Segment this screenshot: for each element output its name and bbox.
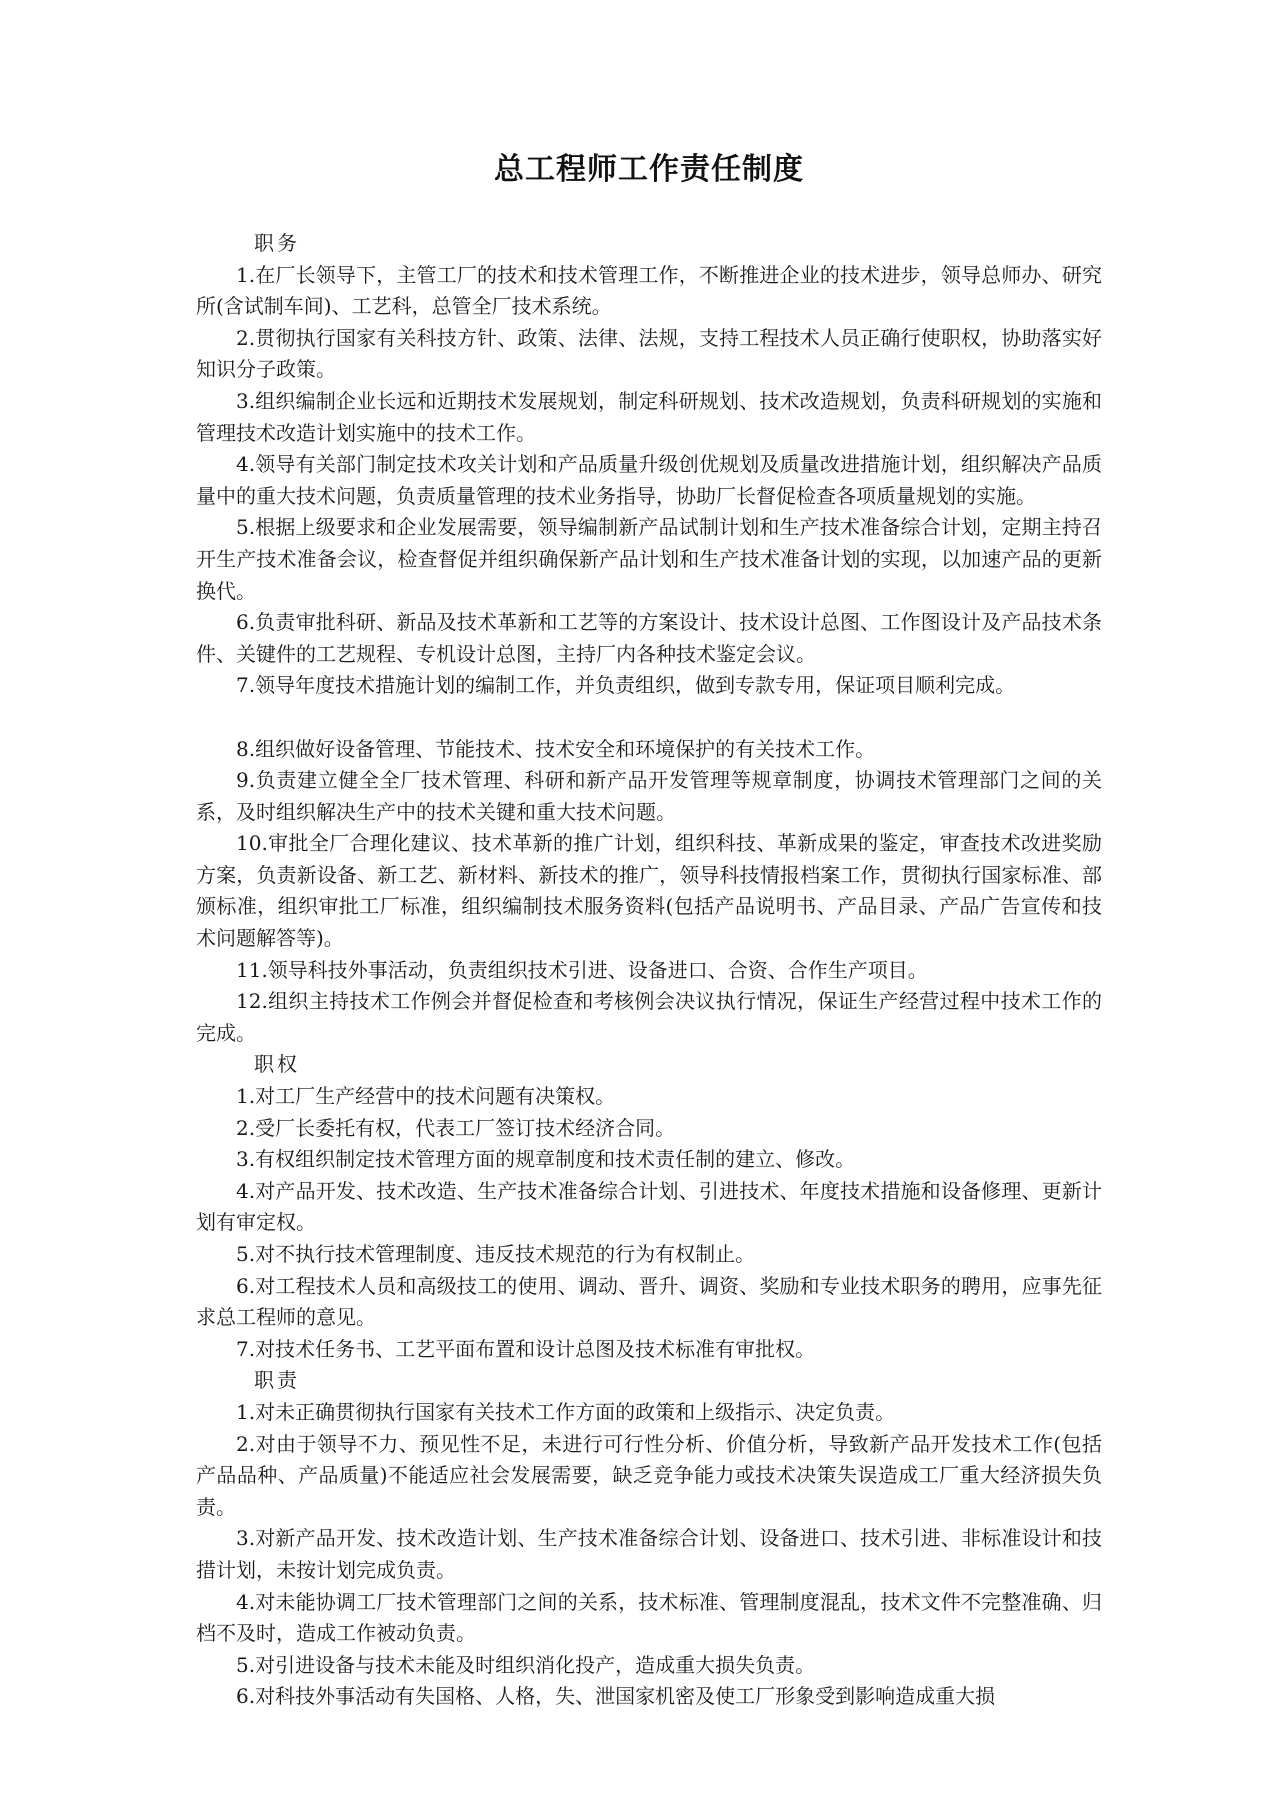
list-item: 1.对未正确贯彻执行国家有关技术工作方面的政策和上级指示、决定负责。 [236,1399,896,1424]
list-item: 8.组织做好设备管理、节能技术、技术安全和环境保护的有关技术工作。 [236,736,876,761]
list-item: 12.组织主持技术工作例会并督促检查和考核例会决议执行情况，保证生产经营过程中技术工作的完成。 [196,989,1102,1045]
list-item: 1.在厂长领导下，主管工厂的技术和技术管理工作，不断推进企业的技术进步，领导总师办、研究所(含试制车间)、工艺科，总管全厂技术系统。 [196,262,1102,319]
list-item: 3.对新产品开发、技术改造计划、生产技术准备综合计划、设备进口、技术引进、非标准设计和技措计划，未按计划完成负责。 [196,1526,1102,1582]
list-item: 5.根据上级要求和企业发展需要，领导编制新产品试制计划和生产技术准备综合计划，定期主持召开生产技术准备会议，检查督促并组织确保新产品计划和生产技术准备计划的实现，以加速产品的更新换代。 [196,515,1102,603]
list-item: 9.负责建立健全全厂技术管理、科研和新产品开发管理等规章制度，协调技术管理部门之间的关系，及时组织解决生产中的技术关键和重大技术问题。 [196,768,1102,824]
section-heading: 职权 [254,1052,300,1077]
list-item [196,702,1102,734]
list-item: 2.对由于领导不力、预见性不足，未进行可行性分析、价值分析，导致新产品开发技术工作(包括产品品种、产品质量)不能适应社会发展需要，缺乏竞争能力或技术决策失误造成工厂重大经济损失负责。 [196,1431,1102,1519]
list-item: 2.贯彻执行国家有关科技方针、政策、法律、法规，支持工程技术人员正确行使职权，协助落实好知识分子政策。 [196,325,1102,382]
list-item: 4.对产品开发、技术改造、生产技术准备综合计划、引进技术、年度技术措施和设备修理、更新计划有审定权。 [196,1178,1102,1235]
list-item: 7.领导年度技术措施计划的编制工作，并负责组织，做到专款专用，保证项目顺利完成。 [236,673,1016,698]
list-item: 2.受厂长委托有权，代表工厂签订技术经济合同。 [236,1115,676,1140]
list-item: 3.组织编制企业长远和近期技术发展规划，制定科研规划、技术改造规划，负责科研规划的实施和管理技术改造计划实施中的技术工作。 [196,388,1102,445]
document-page [196,150,1102,1713]
list-item: 5.对不执行技术管理制度、违反技术规范的行为有权制止。 [236,1242,756,1266]
page-title: 总工程师工作责任制度 [494,152,804,187]
list-item: 5.对引进设备与技术未能及时组织消化投产，造成重大损失负责。 [236,1652,816,1677]
list-item: 6.负责审批科研、新品及技术革新和工艺等的方案设计、技术设计总图、工作图设计及产品技术条件、关键件的工艺规程、专机设计总图，主持厂内各种技术鉴定会议。 [196,610,1102,666]
list-item: 10.审批全厂合理化建议、技术革新的推广计划，组织科技、革新成果的鉴定，审查技术改进奖励方案，负责新设备、新工艺、新材料、新技术的推广，领导科技情报档案工作，贯彻执行国家标准、部颁标准，组织审批工厂标准，组织编制技术服务资料(包括产品说明书、产品目录、产品广告宣传和技术问题解答等)。 [196,831,1102,951]
section-heading: 职务 [254,231,300,255]
list-item: 7.对技术任务书、工艺平面布置和设计总图及技术标准有审批权。 [236,1336,816,1361]
list-item: 6.对工程技术人员和高级技工的使用、调动、晋升、调资、奖励和专业技术职务的聘用，应事先征求总工程师的意见。 [196,1273,1102,1330]
list-item: 3.有权组织制定技术管理方面的规章制度和技术责任制的建立、修改。 [236,1147,856,1172]
list-item: 11.领导科技外事活动，负责组织技术引进、设备进口、合资、合作生产项目。 [236,957,928,982]
list-item: 4.对未能协调工厂技术管理部门之间的关系，技术标准、管理制度混乱，技术文件不完整准确、归档不及时，造成工作被动负责。 [196,1589,1102,1646]
list-item: 6.对科技外事活动有失国格、人格，失、泄国家机密及使工厂形象受到影响造成重大损 [236,1684,996,1709]
section-heading: 职责 [254,1368,300,1393]
list-item: 1.对工厂生产经营中的技术问题有决策权。 [236,1084,616,1109]
list-item: 4.领导有关部门制定技术攻关计划和产品质量升级创优规划及质量改进措施计划，组织解决产品质量中的重大技术问题，负责质量管理的技术业务指导，协助厂长督促检查各项质量规划的实施。 [196,452,1102,508]
document-body [196,228,1102,1713]
